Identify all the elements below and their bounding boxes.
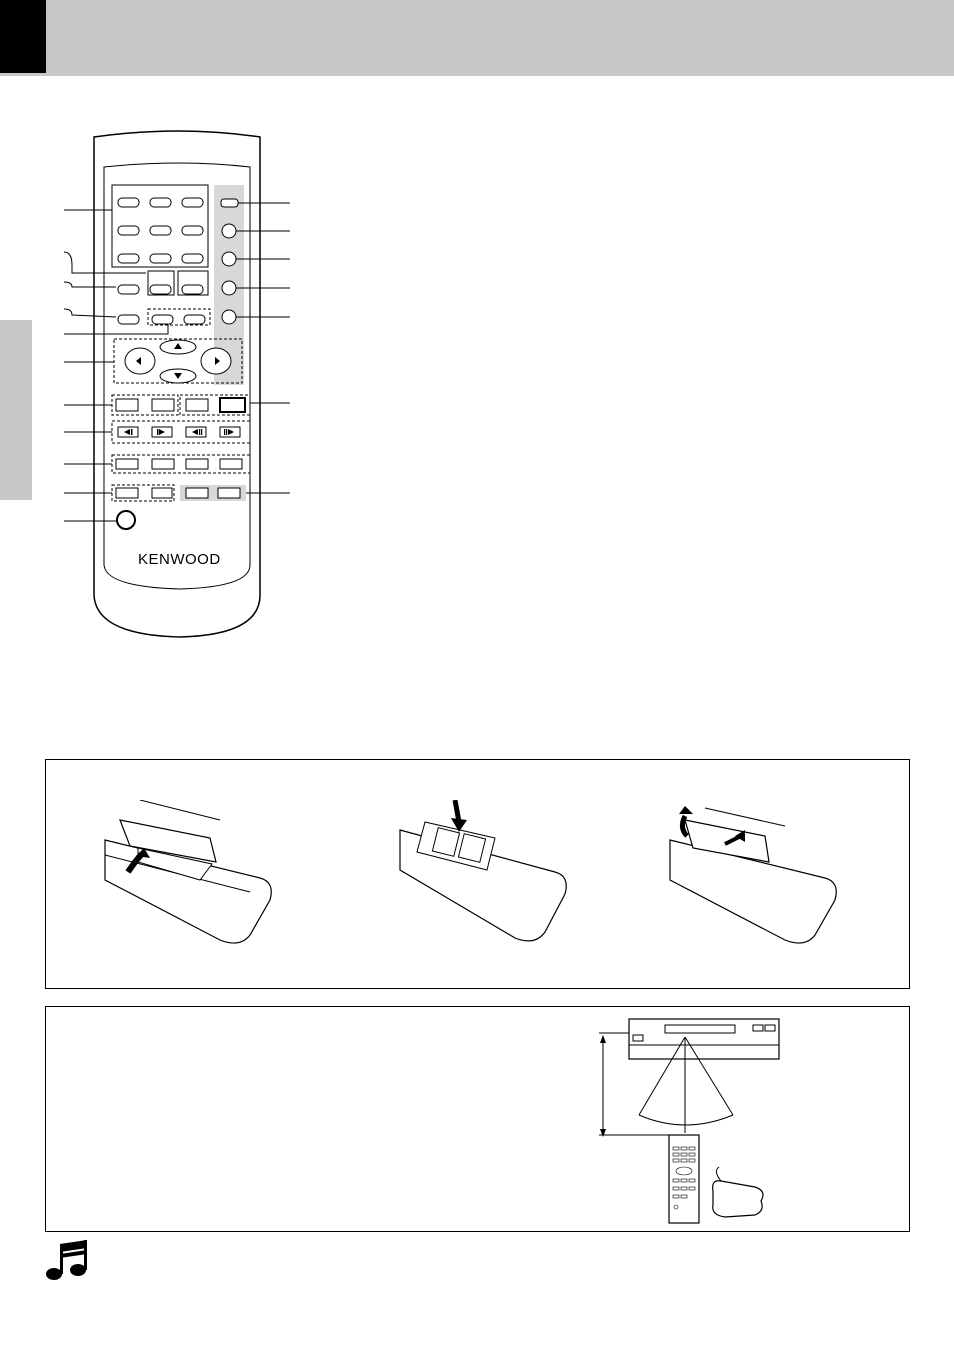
remote-svg	[60, 125, 300, 645]
header-band	[0, 0, 954, 76]
battery-step-2-illustration	[395, 800, 595, 950]
music-note-icon	[44, 1238, 90, 1284]
remote-control-illustration	[60, 125, 300, 645]
brand-logo: KENWOOD	[138, 551, 221, 568]
operating-range-diagram	[595, 1015, 795, 1225]
battery-step-1-illustration	[100, 800, 300, 950]
header-block	[0, 0, 46, 73]
battery-step-3-illustration	[665, 800, 865, 950]
side-tab	[0, 320, 32, 500]
